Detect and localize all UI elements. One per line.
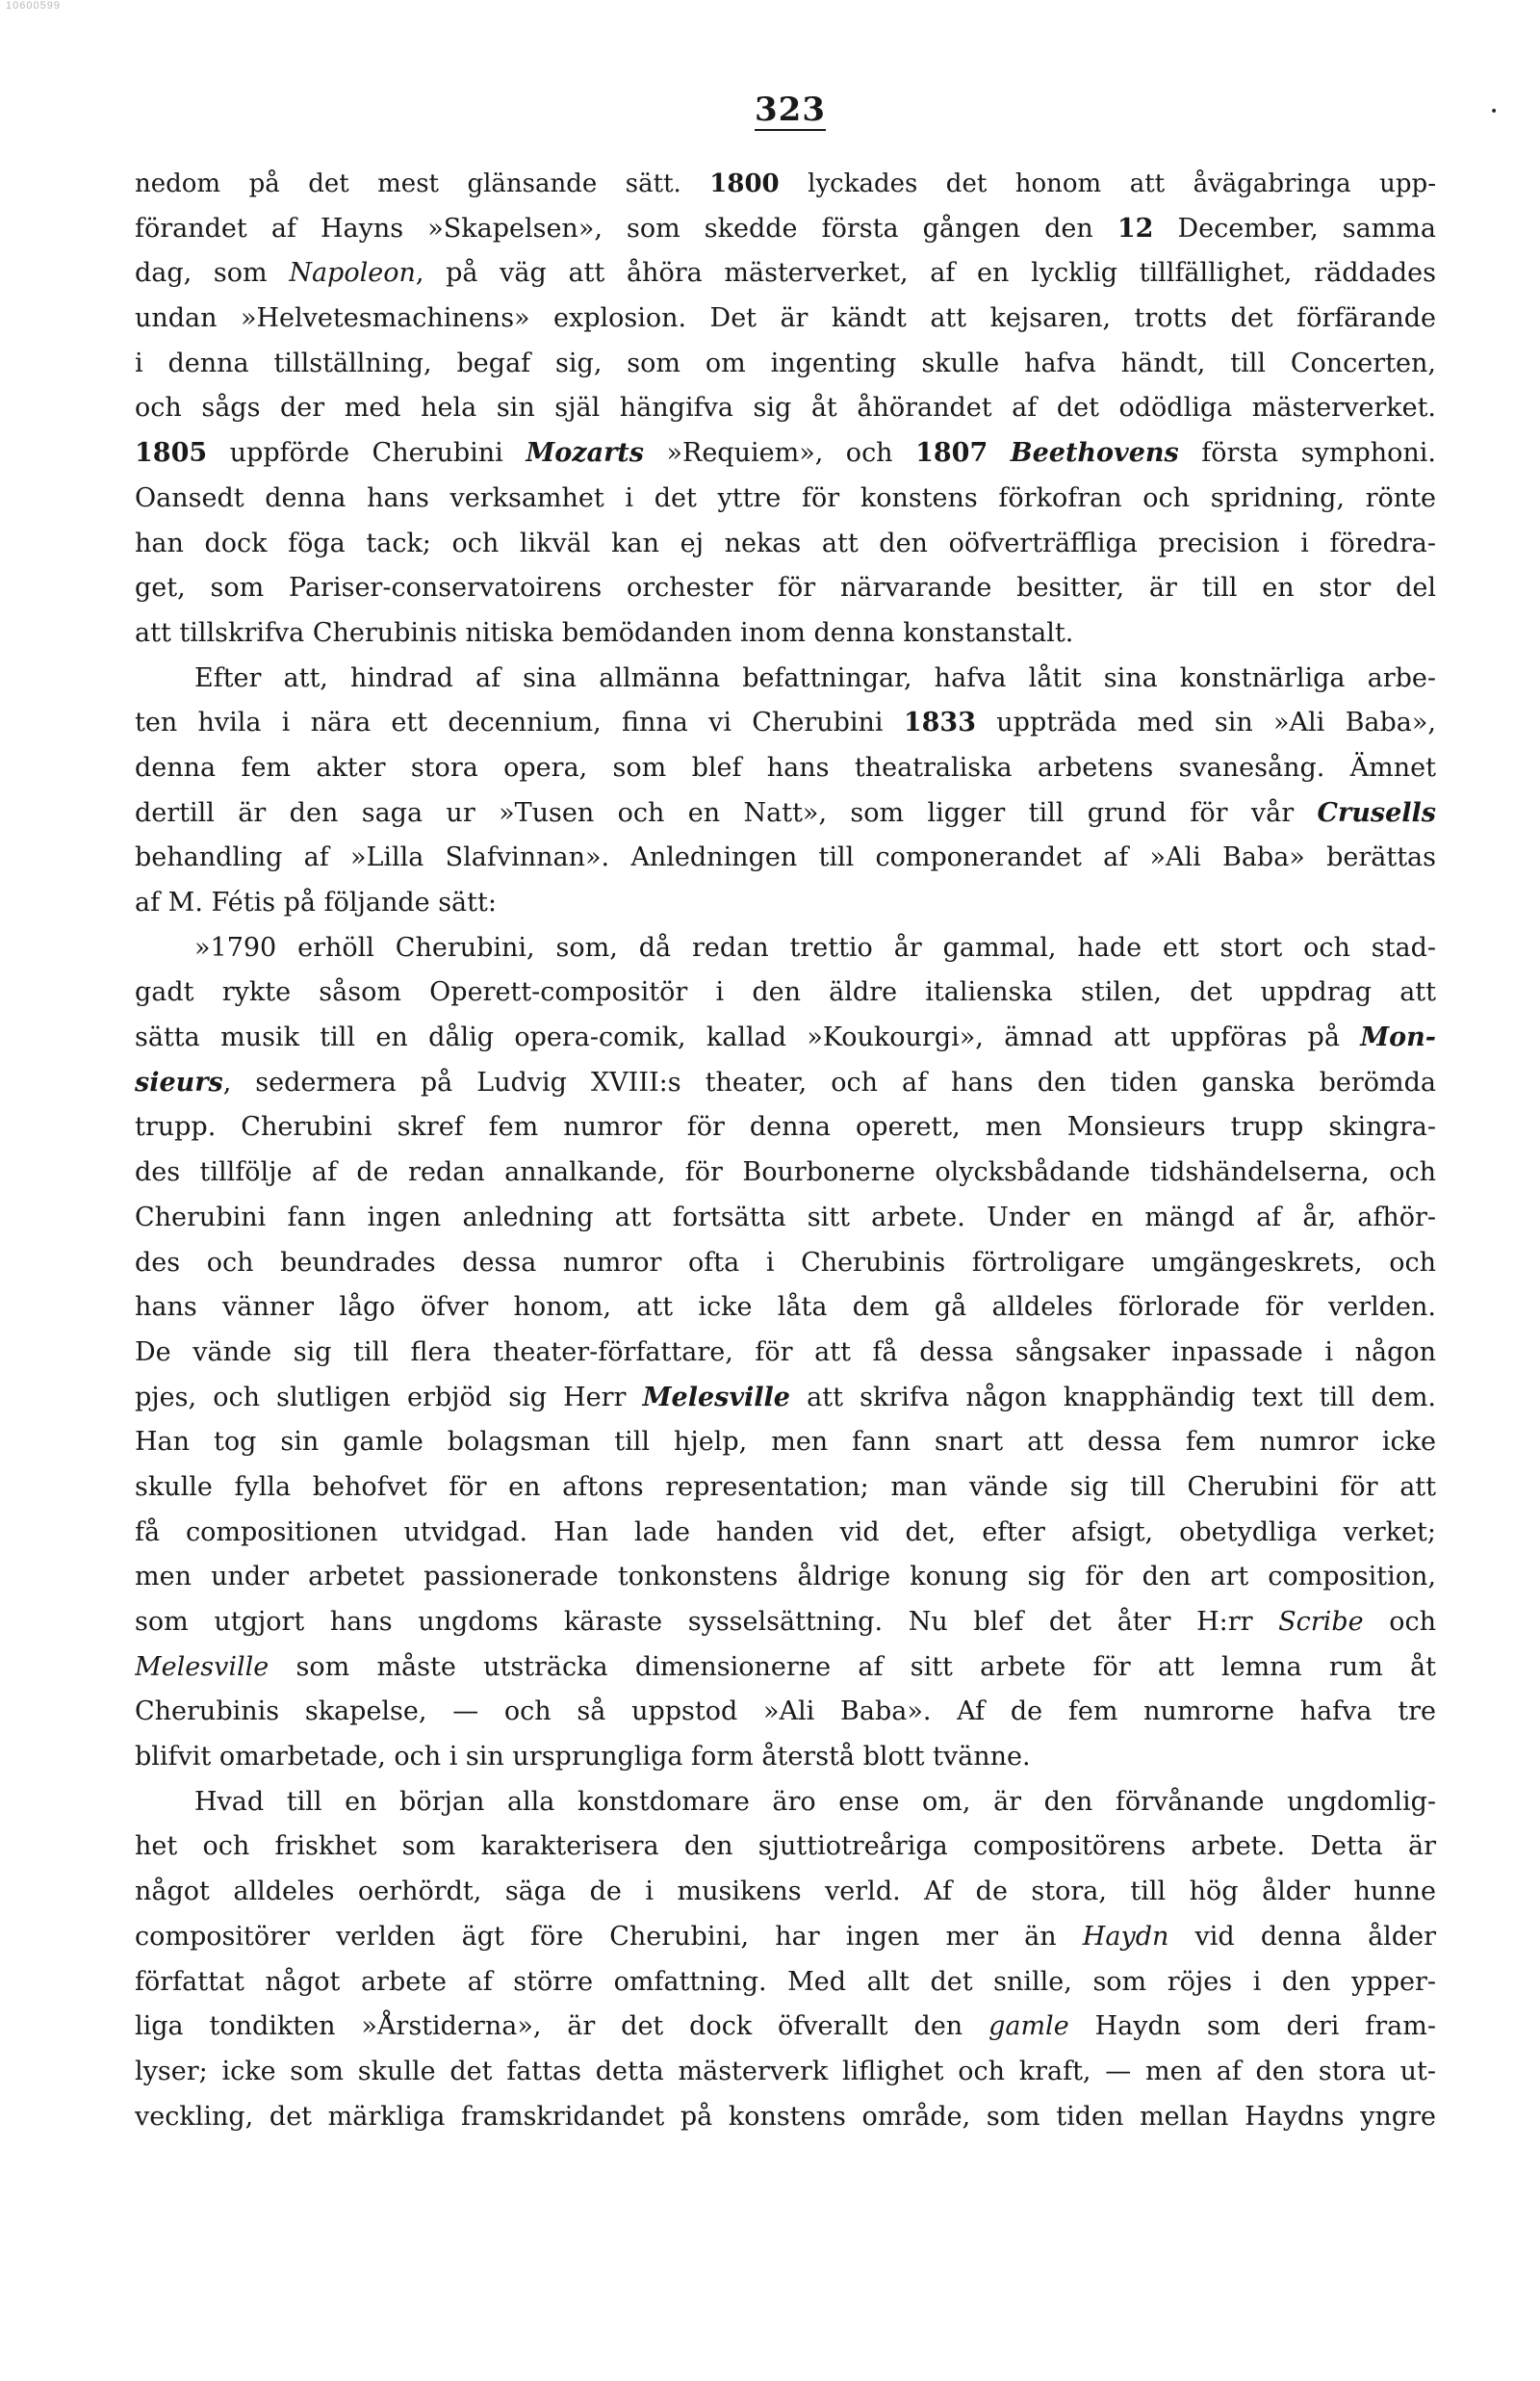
- text-segment: trupp. Cherubini skref fem numror för denna operett, men Monsieurs trupp skingra-: [135, 1112, 1436, 1143]
- text-segment: Scribe: [1278, 1607, 1364, 1637]
- text-segment: få compositionen utvidgad. Han lade handen vid det, efter afsigt, obetydliga verket;: [135, 1516, 1436, 1547]
- text-line: [135, 1061, 1436, 1106]
- text-line: [135, 1645, 1436, 1691]
- margin-mark-bullet: •: [1490, 104, 1499, 119]
- text-line: [135, 1915, 1436, 1960]
- text-segment: gamle: [988, 2011, 1069, 2042]
- text-segment: undan »Helvetesmachinens» explosion. Det är kändt att kejsaren, trotts det förfärande: [135, 303, 1436, 334]
- text-line: [135, 701, 1436, 746]
- text-line: [135, 1555, 1436, 1600]
- text-line: [135, 971, 1436, 1016]
- text-segment: het och friskhet som karakterisera den sjuttiotreåriga compositörens arbete. Detta är: [135, 1831, 1436, 1862]
- text-segment: han dock föga tack; och likväl kan ej nekas att den oöfverträffliga precision i föredra-: [135, 528, 1436, 558]
- body-text: [135, 162, 1436, 2139]
- text-line: [135, 2050, 1436, 2095]
- text-segment: af M. Fétis på följande sätt:: [135, 888, 497, 918]
- text-segment: dertill är den saga ur »Tusen och en Natt», som ligger till grund för vår: [135, 797, 1318, 828]
- text-line: [135, 1241, 1436, 1286]
- text-line: [135, 2095, 1436, 2140]
- text-line: [135, 1825, 1436, 1870]
- text-segment: 1833: [903, 708, 976, 738]
- text-segment: Efter att, hindrad af sina allmänna befattningar, hafva låtit sina konstnärliga arbe-: [194, 662, 1436, 693]
- text-segment: 1805: [135, 438, 208, 469]
- text-line: [135, 657, 1436, 702]
- text-segment: att tillskrifva Cherubinis nitiska bemödanden inom denna konstanstalt.: [135, 617, 1074, 648]
- text-line: [135, 251, 1436, 297]
- text-segment: ten hvila i nära ett decennium, finna vi Cherubini: [135, 708, 904, 738]
- text-segment: sieurs: [135, 1067, 223, 1098]
- text-segment: att skrifva någon knapphändig text till dem.: [789, 1382, 1436, 1412]
- text-line: [135, 1285, 1436, 1331]
- text-segment: Oansedt denna hans verksamhet i det yttre för konstens förkofran och spridning, rönte: [135, 482, 1436, 513]
- text-segment: Haydn: [1082, 1921, 1169, 1952]
- text-line: [135, 1151, 1436, 1196]
- scan-identifier: 10600599: [6, 0, 61, 12]
- text-line: [135, 1105, 1436, 1151]
- text-segment: Cherubini fann ingen anledning att fortsätta sitt arbete. Under en mängd af år, afhör-: [135, 1202, 1436, 1232]
- text-line: [135, 477, 1436, 522]
- text-segment: denna fem akter stora opera, som blef hans theatraliska arbetens svanesång. Ämnet: [135, 752, 1436, 783]
- text-segment: skulle fylla behofvet för en aftons representation; man vände sig till Cherubini för att: [135, 1471, 1436, 1502]
- text-segment: blifvit omarbetade, och i sin ursprungliga form återstå blott tvänne.: [135, 1742, 1031, 1773]
- text-line: [135, 926, 1436, 971]
- text-line: [135, 342, 1436, 387]
- text-line: [135, 1016, 1436, 1061]
- text-segment: vid denna ålder: [1168, 1921, 1436, 1952]
- text-segment: Han tog sin gamle bolagsman till hjelp, men fann snart att dessa fem numror icke: [135, 1427, 1436, 1458]
- text-segment: des tillfölje af de redan annalkande, för Bourbonerne olycksbådande tidshändelserna, och: [135, 1157, 1436, 1188]
- text-segment: get, som Pariser-conservatoirens orchester för närvarande besitter, är till en stor del: [135, 573, 1436, 604]
- text-segment: och sågs der med hela sin själ hängifva sig åt åhörandet af det odödliga mästerverket.: [135, 393, 1436, 424]
- text-line: [135, 162, 1436, 207]
- text-segment: December, samma: [1153, 213, 1436, 244]
- text-segment: [988, 438, 1011, 468]
- text-line: [135, 1870, 1436, 1915]
- text-segment: 12: [1116, 213, 1154, 244]
- text-segment: som utgjort hans ungdoms käraste sysselsättning. Nu blef det åter H:rr: [135, 1607, 1279, 1637]
- text-line: [135, 1960, 1436, 2006]
- text-segment: sätta musik till en dålig opera-comik, kallad »Koukourgi», ämnad att uppföras på: [135, 1022, 1361, 1053]
- text-segment: behandling af »Lilla Slafvinnan». Anledningen till componerandet af »Ali Baba» berättas: [135, 842, 1436, 873]
- text-segment: veckling, det märkliga framskridandet på konstens område, som tiden mellan Haydns yngre: [135, 2101, 1436, 2132]
- text-segment: , sedermera på Ludvig XVIII:s theater, och af hans den tiden ganska berömda: [222, 1067, 1436, 1098]
- text-segment: Napoleon: [289, 258, 416, 289]
- text-segment: des och beundrades dessa numror ofta i Cherubinis förtroligare umgängeskrets, och: [135, 1247, 1436, 1278]
- text-line: [135, 386, 1436, 431]
- text-line: [135, 1420, 1436, 1465]
- text-segment: Crusells: [1317, 797, 1436, 828]
- text-line: [135, 611, 1436, 657]
- text-line: [135, 1511, 1436, 1556]
- text-segment: dag, som: [135, 258, 290, 289]
- text-segment: »1790 erhöll Cherubini, som, då redan trettio år gammal, hade ett stort och stad-: [194, 932, 1436, 963]
- text-segment: Melesville: [135, 1651, 270, 1682]
- text-segment: De vände sig till flera theater-författare, för att få dessa sångsaker inpassade i någon: [135, 1336, 1436, 1367]
- text-segment: i denna tillställning, begaf sig, som om ingenting skulle hafva händt, till Concerten,: [135, 348, 1436, 378]
- text-line: [135, 791, 1436, 837]
- text-line: [135, 1376, 1436, 1421]
- text-segment: Mozarts: [526, 438, 644, 469]
- text-segment: förandet af Hayns »Skapelsen», som skedde första gången den: [135, 213, 1117, 244]
- text-line: [135, 836, 1436, 881]
- text-segment: gadt rykte såsom Operett-compositör i den äldre italienska stilen, det uppdrag att: [135, 977, 1436, 1008]
- text-line: [135, 1196, 1436, 1241]
- text-segment: Cherubinis skapelse, — och så uppstod »Ali Baba». Af de fem numrorne hafva tre: [135, 1696, 1436, 1727]
- text-line: [135, 2005, 1436, 2050]
- text-segment: Melesville: [642, 1382, 790, 1412]
- text-line: [135, 297, 1436, 342]
- text-segment: första symphoni.: [1178, 438, 1436, 469]
- text-segment: Mon-: [1360, 1022, 1436, 1053]
- text-line: [135, 522, 1436, 567]
- text-segment: Beethovens: [1010, 438, 1179, 469]
- text-line: [135, 746, 1436, 791]
- text-line: [135, 566, 1436, 611]
- text-segment: uppträda med sin »Ali Baba»,: [976, 708, 1436, 738]
- text-segment: men under arbetet passionerade tonkonstens åldrige konung sig för den art composition,: [135, 1562, 1436, 1592]
- text-segment: Hvad till en början alla konstdomare äro ense om, är den förvånande ungdomlig-: [194, 1786, 1436, 1817]
- text-line: [135, 1331, 1436, 1376]
- text-segment: och: [1363, 1607, 1436, 1637]
- text-segment: författat något arbete af större omfattning. Med allt det snille, som röjes i den ypper-: [135, 1966, 1436, 1997]
- text-line: [135, 431, 1436, 477]
- text-segment: pjes, och slutligen erbjöd sig Herr: [135, 1382, 643, 1412]
- text-segment: , på väg att åhöra mästerverket, af en lycklig tillfällighet, räddades: [415, 258, 1436, 289]
- text-line: [135, 881, 1436, 926]
- text-line: [135, 1780, 1436, 1825]
- text-segment: något alldeles oerhördt, säga de i musikens verld. Af de stora, till hög ålder hunne: [135, 1876, 1436, 1907]
- text-segment: lyser; icke som skulle det fattas detta mästerverk liflighet och kraft, — men af den stora ut-: [135, 2056, 1436, 2086]
- text-line: [135, 1600, 1436, 1645]
- text-segment: som måste utsträcka dimensionerne af sitt arbete för att lemna rum åt: [269, 1651, 1436, 1682]
- text-segment: lyckades det honom att åvägabringa upp-: [779, 169, 1436, 198]
- text-segment: Haydn som deri fram-: [1068, 2011, 1436, 2042]
- text-segment: 1800: [709, 169, 780, 198]
- text-line: [135, 1465, 1436, 1511]
- text-segment: hans vänner lågo öfver honom, att icke låta dem gå alldeles förlorade för verlden.: [135, 1292, 1436, 1323]
- text-line: [135, 1690, 1436, 1735]
- text-segment: 1807: [915, 438, 988, 469]
- text-line: [135, 207, 1436, 252]
- text-segment: compositörer verlden ägt före Cherubini, har ingen mer än: [135, 1921, 1083, 1952]
- text-segment: »Requiem», och: [643, 438, 916, 469]
- text-segment: liga tondikten »Årstiderna», är det dock öfverallt den: [135, 2011, 989, 2042]
- text-line: [135, 1735, 1436, 1780]
- text-segment: uppförde Cherubini: [207, 438, 526, 469]
- page-number: 323: [755, 92, 826, 131]
- text-segment: nedom på det mest glänsande sätt.: [135, 169, 710, 198]
